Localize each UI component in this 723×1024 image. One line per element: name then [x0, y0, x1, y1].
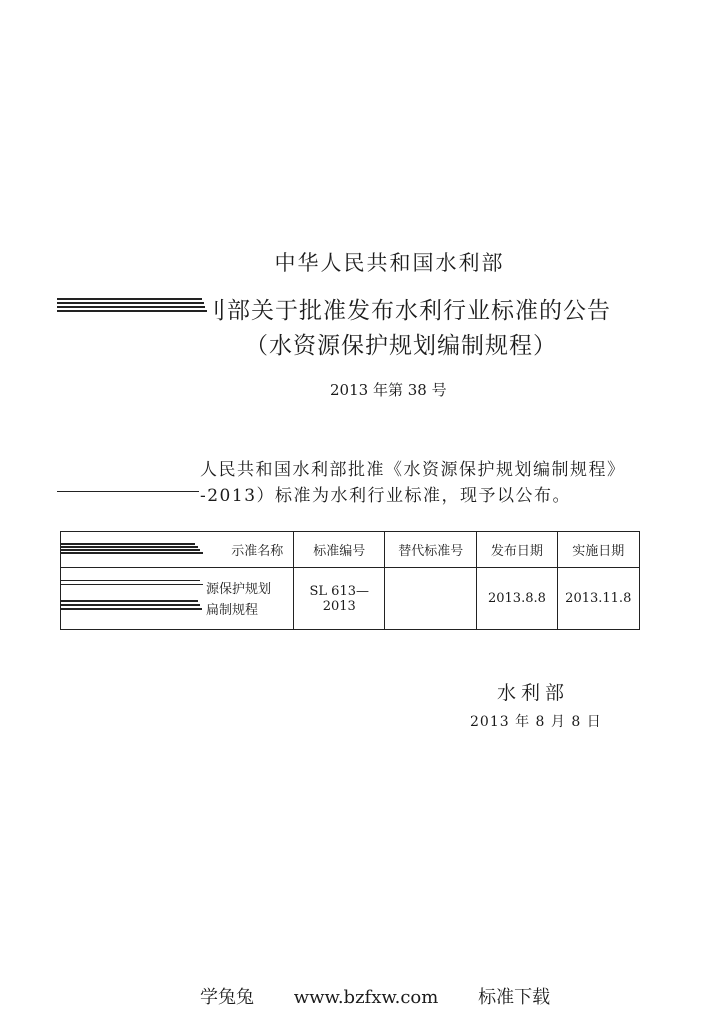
- header-replaced-standard: 替代标准号: [385, 532, 477, 568]
- footer-tagline: 标准下载: [478, 987, 551, 1008]
- body-text-line-2: -2013）标准为水利行业标准，现予以公布。: [200, 486, 572, 506]
- cell-standard-number: SL 613—2013: [294, 568, 385, 630]
- header-standard-name: 示准名称: [61, 532, 294, 568]
- body-text-line-1: 人民共和国水利部批准《水资源保护规划编制规程》: [200, 460, 626, 480]
- scan-artifact-strokes: [60, 541, 210, 555]
- cell-effective-date: 2013.11.8: [557, 568, 639, 630]
- ministry-heading: 中华人民共和国水利部: [274, 251, 505, 275]
- issue-number: 2013 年第 38 号: [330, 381, 447, 399]
- header-publish-date: 发布日期: [477, 532, 557, 568]
- standard-name-line-1: 源保护规划: [206, 582, 272, 597]
- footer: [200, 983, 550, 1009]
- announcement-subtitle: （水资源保护规划编制规程）: [245, 333, 557, 359]
- signing-organization: 水利部: [497, 682, 570, 704]
- header-standard-number: 标准编号: [294, 532, 385, 568]
- footer-site-name: 学兔兔: [200, 987, 254, 1008]
- footer-url[interactable]: www.bzfxw.com: [293, 987, 439, 1008]
- header-effective-date: 实施日期: [557, 532, 639, 568]
- signing-date: 2013 年 8 月 8 日: [470, 714, 602, 730]
- scan-artifact-strokes: [57, 490, 202, 494]
- announcement-title: 刂部关于批准发布水利行业标准的公告: [203, 298, 611, 324]
- scan-artifact-strokes: [57, 296, 207, 314]
- scan-artifact-strokes: [60, 598, 210, 612]
- scan-artifact-strokes: [60, 578, 210, 588]
- cell-publish-date: 2013.8.8: [477, 568, 557, 630]
- cell-replaced-standard: [385, 568, 477, 630]
- standard-name-line-2: 扁制规程: [206, 603, 259, 618]
